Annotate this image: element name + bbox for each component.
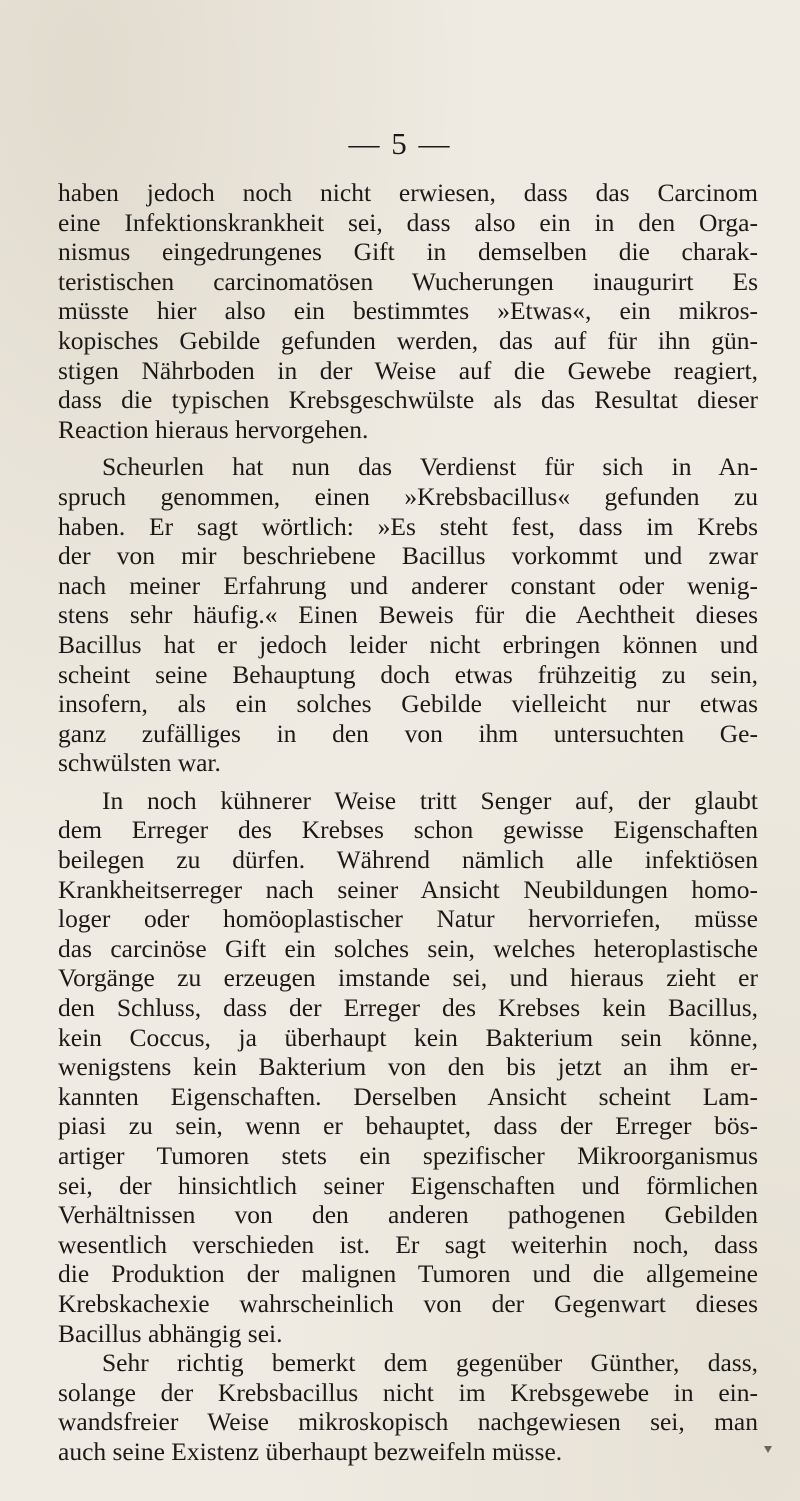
text-line: wenigstens kein Bakterium von den bis jetzt an ihm er-: [58, 1052, 758, 1082]
text-line: haben jedoch noch nicht erwiesen, dass das Carcinom: [58, 178, 758, 207]
text-line: stigen Nährboden in der Weise auf die Gewebe reagiert,: [58, 355, 758, 385]
text-line: ganz zufälliges in den von ihm untersuchten Ge-: [58, 718, 758, 748]
text-line: kopisches Gebilde gefunden werden, das auf für ihn gün-: [58, 325, 758, 355]
text-line: Vorgänge zu erzeugen imstande sei, und hieraus zieht er: [58, 963, 758, 993]
paragraph: [58, 452, 758, 778]
text-line: auch seine Existenz überhaupt bezweifeln müsse.: [58, 1436, 563, 1466]
text-line: kannten Eigenschaften. Derselben Ansicht scheint Lam-: [58, 1081, 758, 1111]
text-line: Scheurlen hat nun das Verdienst für sich in An-: [102, 452, 758, 482]
text-line: loger oder homöoplastischer Natur hervorriefen, müsse: [58, 904, 758, 934]
text-line: Bacillus abhängig sei.: [58, 1318, 283, 1348]
ink-speck: [764, 1446, 772, 1453]
text-line: müsste hier also ein bestimmtes »Etwas«, ein mikros-: [58, 296, 758, 326]
text-line: scheint seine Behauptung doch etwas frühzeitig zu sein,: [58, 659, 758, 689]
text-line: Krankheitserreger nach seiner Ansicht Neubildungen homo-: [58, 874, 758, 904]
text-line: In noch kühnerer Weise tritt Senger auf, der glaubt: [102, 785, 758, 815]
text-line: dass die typischen Krebsgeschwülste als das Resultat dieser: [58, 385, 758, 415]
text-line: sei, der hinsichtlich seiner Eigenschaften und förmlichen: [58, 1170, 758, 1200]
text-line: das carcinöse Gift ein solches sein, welches heteroplastische: [58, 933, 758, 963]
text-line: dem Erreger des Krebses schon gewisse Eigenschaften: [58, 815, 758, 845]
text-line: die Produktion der malignen Tumoren und die allgemeine: [58, 1259, 758, 1289]
text-line: haben. Er sagt wörtlich: »Es steht fest, dass im Krebs: [58, 511, 758, 541]
text-line: stens sehr häufig.« Einen Beweis für die Aechtheit dieses: [58, 600, 758, 630]
text-line: nach meiner Erfahrung und anderer constant oder wenig-: [58, 570, 758, 600]
paragraph: [58, 786, 758, 1348]
text-line: spruch genommen, einen »Krebsbacillus« gefunden zu: [58, 481, 758, 511]
text-line: insofern, als ein solches Gebilde vielleicht nur etwas: [58, 689, 758, 719]
text-line: wandsfreier Weise mikroskopisch nachgewiesen sei, man: [58, 1407, 758, 1437]
text-line: beilegen zu dürfen. Während nämlich alle infektiösen: [58, 845, 758, 875]
text-line: eine Infektionskrankheit sei, dass also ein in den Orga-: [58, 207, 758, 237]
text-line: schwülsten war.: [58, 748, 221, 778]
text-line: piasi zu sein, wenn er behauptet, dass der Erreger bös-: [58, 1111, 758, 1141]
page-number: — 5 —: [348, 126, 452, 161]
text-line: den Schluss, dass der Erreger des Krebses kein Bacillus,: [58, 993, 758, 1023]
text-line: wesentlich verschieden ist. Er sagt weiterhin noch, dass: [58, 1229, 758, 1259]
text-line: solange der Krebsbacillus nicht im Krebsgewebe in ein-: [58, 1377, 758, 1407]
text-line: Reaction hieraus hervorgehen.: [58, 414, 369, 444]
text-line: Krebskachexie wahrscheinlich von der Gegenwart dieses: [58, 1288, 758, 1318]
text-line: teristischen carcinomatösen Wucherungen inaugurirt Es: [58, 266, 758, 296]
text-line: der von mir beschriebene Bacillus vorkommt und zwar: [58, 541, 758, 571]
text-line: kein Coccus, ja überhaupt kein Bakterium sein könne,: [58, 1022, 758, 1052]
paragraph: [58, 1348, 758, 1466]
text-line: Sehr richtig bemerkt dem gegenüber Günther, dass,: [102, 1348, 758, 1378]
text-line: artiger Tumoren stets ein spezifischer Mikroorganismus: [58, 1141, 758, 1170]
text-line: Verhältnissen von den anderen pathogenen Gebilden: [58, 1200, 758, 1230]
text-line: nismus eingedrungenes Gift in demselben die charak-: [58, 237, 758, 267]
paragraph: [58, 178, 758, 444]
text-line: Bacillus hat er jedoch leider nicht erbringen können und: [58, 629, 758, 659]
body-text: [58, 178, 758, 1467]
